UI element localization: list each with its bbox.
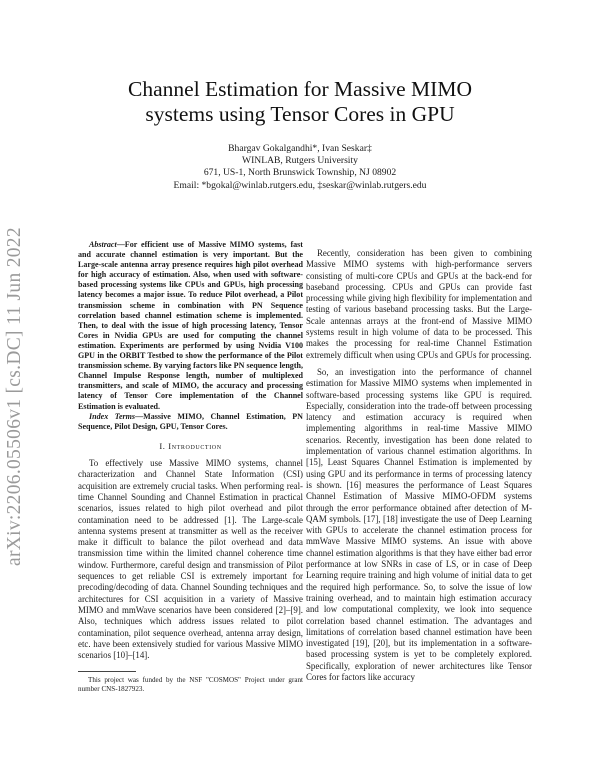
abstract [78,240,303,412]
section-heading-introduction: I. Introduction [159,440,222,451]
title-line: systems using Tensor Cores in GPU [145,102,455,126]
abstract-label: Abstract [89,240,117,249]
author-names: Bhargav Gokalgandhi*, Ivan Seskar‡ [228,143,372,154]
index-terms-label: Index Terms [89,411,136,421]
title-line: Channel Estimation for Massive MIMO [128,77,472,101]
funding-footnote: This project was funded by the NSF "COSMOS" Project under grant number CNS-1827923. [78,676,303,694]
index-terms [78,412,303,432]
arxiv-identifier-stamp: arXiv:2206.05506v1 [cs.DC] 11 Jun 2022 [4,227,25,566]
abstract-text: —For efficient use of Massive MIMO systems, fast and accurate channel estimation is very important. But the Large-scale antenna array presence requires high pilot overhead for high accuracy of estimation. Also, when used with software-based processing systems like CPUs and GPUs, high processing latency becomes a major issue. To reduce Pilot overhead, a Pilot transmission scheme in combination with PN Sequence correlation based channel estimation scheme is implemented. Then, to deal with the issue of high processing latency, Tensor Cores in Nvidia GPUs are used for computing the channel estimation. Experiments are performed by using Nvidia V100 GPU in the ORBIT Testbed to show the performance of the Pilot transmission scheme. By varying factors like PN sequence length, Channel Impulse Response length, number of multiplexed transmitters, and scale of MIMO, the accuracy and processing latency of Tensor Core implementation of the Channel Estimation is evaluated. [78,240,303,411]
author-affiliation: WINLAB, Rutgers University [242,155,358,167]
author-address: 671, US-1, North Brunswick Township, NJ 08902 [203,167,397,179]
body-paragraph: Recently, consideration has been given to combining Massive MIMO systems with high-performance servers consisting of multi-core CPUs and GPUs at the back-end for baseband processing. CPUs and GPUs can provide fast processing while giving high flexibility for implementation and testing of various baseband processing tasks. But the Large-Scale antennas arrays at the front-end of Massive MIMO systems result in high volume of data to be processed. This makes the processing for real-time Channel Estimation extremely difficult when using CPUs and GPUs for processing. [306,248,532,360]
index-terms-text: —Massive MIMO, Channel Estimation, PN Sequence, Pilot Design, GPU, Tensor Cores. [78,411,303,431]
paper-title [60,77,540,127]
footnote-divider [78,671,136,672]
right-column [306,248,532,683]
body-paragraph: So, an investigation into the performance of channel estimation for Massive MIMO systems when implemented in software-based processing systems like GPU is required. Especially, consideration into the trade-off between processing latency and estimation accuracy is required when implementing algorithms in real-time Massive MIMO scenarios. Recently, investigation has been done related to implementation of various channel estimation algorithms. In [15], Least Squares Channel Estimation is implemented by using GPU and its performance in terms of processing latency is shown. [16] measures the performance of Least Squares Channel Estimation of Massive MIMO-OFDM systems through the error performance obtained after detection of M-QAM symbols. [17], [18] investigate the use of Deep Learning with GPUs to accelerate the channel estimation process for mmWave Massive MIMO systems. An issue with above channel estimation algorithms is that they have either bad error performance at low SNRs in case of LS, or in case of Deep Learning require training and high volume of initial data to get the required high performance. So, to solve the issue of low training overhead, and to maintain high estimation accuracy and low computational complexity, we look into sequence correlation based channel estimation. The advantages and limitations of correlation based channel estimation have been investigated [19], [20], but its implementation in a software-based processing system is yet to be completely explored. Specifically, exploration of newer architectures like Tensor Cores for factors like accuracy [306,366,532,682]
author-email: Email: *bgokal@winlab.rutgers.edu, ‡seskar@winlab.rutgers.edu [173,179,427,191]
author-block [60,143,540,192]
intro-paragraph: To effectively use Massive MIMO systems, channel characterization and Channel State Information (CSI) acquisition are extremely crucial tasks. When performing real-time Channel Sounding and Channel Estimation in practical scenarios, issues related to high pilot overhead and pilot contamination need to be addressed [1]. The Large-scale antenna systems present at transmitter as well as the receiver make it difficult to balance the pilot overhead and data transmission time within the limited channel coherence time window. Furthermore, careful design and transmission of Pilot sequences to get reliable CSI is extremely important for precoding/decoding of data. Channel Sounding techniques and architectures for CSI acquisition in a variety of Massive MIMO and mmWave scenarios have been considered [2]–[9]. Also, techniques which address issues related to pilot contamination, pilot sequence overhead, antenna array design, etc. have been extensively studied for various Massive MIMO scenarios [10]–[14]. [78,458,303,661]
left-column [78,240,303,694]
